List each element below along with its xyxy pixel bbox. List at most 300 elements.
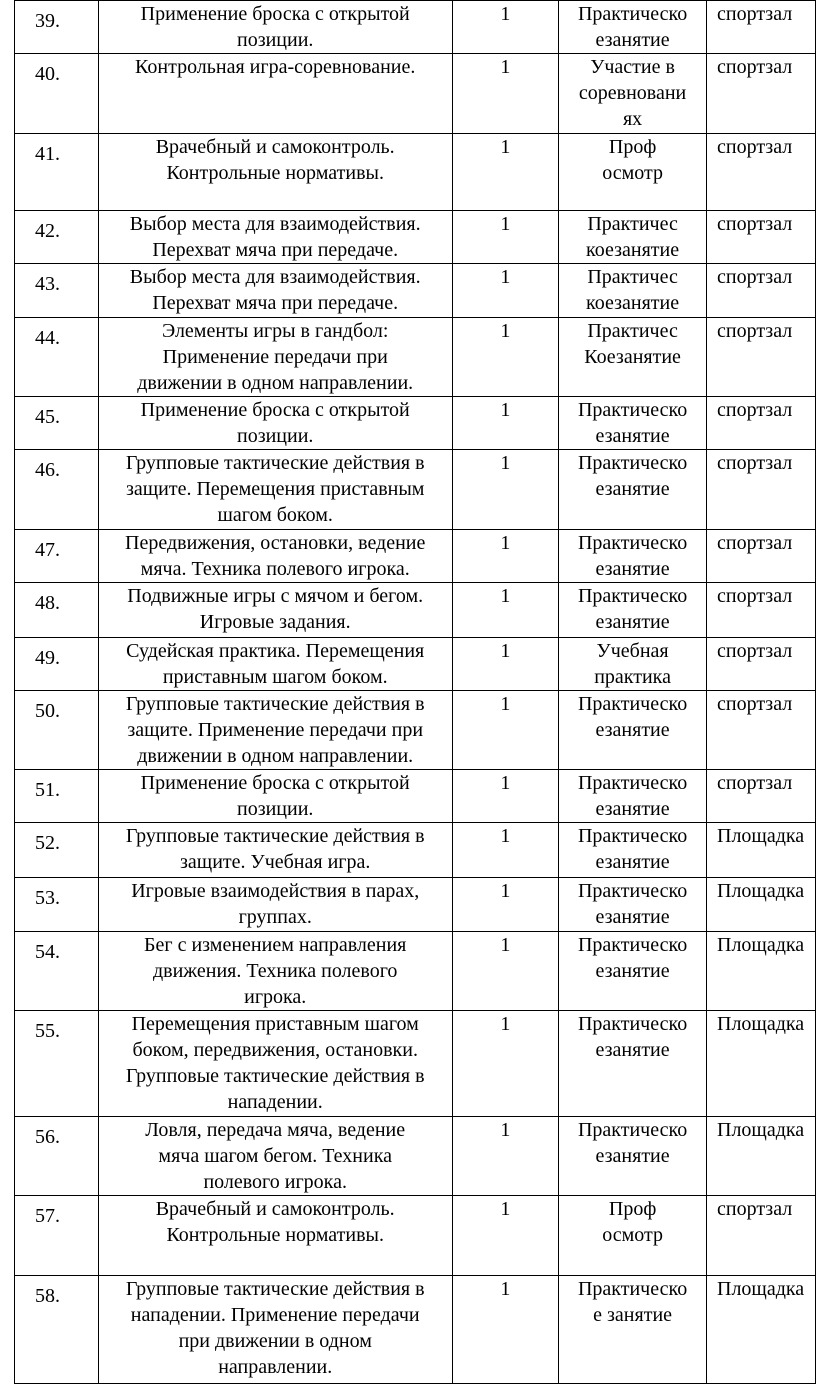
lesson-topic-line: Перехват мяча при передаче.	[152, 292, 399, 314]
lesson-hours-cell	[452, 450, 559, 530]
lesson-type	[559, 211, 706, 263]
lesson-type	[559, 638, 706, 690]
table-row	[15, 318, 816, 397]
lesson-topic-cell	[98, 318, 452, 397]
lesson-place: Площадка	[717, 1119, 805, 1141]
table-row	[15, 932, 816, 1011]
lesson-type-cell	[559, 878, 707, 932]
lesson-number-cell	[15, 264, 99, 318]
lesson-number-cell	[15, 638, 99, 691]
lesson-type-cell	[559, 530, 707, 583]
lesson-place: спортзал	[717, 693, 793, 715]
lesson-topic-line: игрока.	[244, 986, 307, 1008]
lesson-type-line: Участие в	[590, 56, 675, 78]
lesson-type-line: Проф	[608, 136, 657, 158]
lesson-place-cell	[707, 823, 816, 878]
lesson-number-cell	[15, 1276, 99, 1384]
lesson-place-cell	[707, 1011, 816, 1117]
lesson-topic-line: позиции.	[237, 425, 314, 447]
lesson-type-line: езанятие	[595, 1145, 670, 1167]
lesson-number: 54.	[35, 941, 60, 963]
table-body	[15, 1, 816, 1384]
lesson-hours: 1	[500, 1013, 511, 1035]
lesson-type-line: Практическо	[577, 1278, 688, 1300]
lesson-hours-cell	[452, 530, 559, 583]
table-row	[15, 264, 816, 318]
lesson-topic-line: Групповые тактические действия в	[125, 693, 425, 715]
lesson-topic	[99, 1117, 452, 1195]
lesson-type	[559, 878, 706, 930]
lesson-number: 58.	[35, 1285, 60, 1307]
lesson-hours: 1	[500, 532, 511, 554]
lesson-topic	[99, 932, 452, 1010]
lesson-topic-line: Групповые тактические действия в	[125, 1065, 425, 1087]
lesson-topic	[99, 450, 452, 528]
lesson-topic-cell	[98, 134, 452, 211]
lesson-topic-cell	[98, 932, 452, 1011]
lesson-topic-line: Игровые взаимодействия в парах,	[131, 880, 420, 902]
lesson-place-cell	[707, 638, 816, 691]
lesson-topic-cell	[98, 638, 452, 691]
lesson-topic-line: Перемещения приставным шагом	[131, 1013, 419, 1035]
lesson-type-line: е занятие	[593, 1304, 673, 1326]
lesson-hours-cell	[452, 1117, 559, 1196]
table-row	[15, 397, 816, 450]
lesson-topic-cell	[98, 397, 452, 450]
table-row	[15, 1117, 816, 1196]
lesson-topic-line: защите. Учебная игра.	[180, 851, 371, 873]
lesson-type	[559, 264, 706, 316]
lesson-place-cell	[707, 318, 816, 397]
lesson-number: 57.	[35, 1205, 60, 1227]
lesson-topic-cell	[98, 54, 452, 134]
lesson-plan-table	[14, 0, 816, 1384]
lesson-hours-cell	[452, 583, 559, 638]
lesson-topic-line: Применение броска с открытой	[140, 399, 410, 421]
lesson-number: 49.	[35, 647, 60, 669]
lesson-place-cell	[707, 397, 816, 450]
lesson-number-cell	[15, 54, 99, 134]
lesson-type-line: коезанятие	[586, 239, 680, 261]
lesson-place-cell	[707, 1, 816, 54]
lesson-type-line: осмотр	[602, 162, 663, 184]
lesson-topic	[99, 1196, 452, 1248]
lesson-topic	[99, 530, 452, 582]
lesson-type	[559, 450, 706, 502]
table-row	[15, 1196, 816, 1276]
lesson-type-cell	[559, 1, 707, 54]
lesson-type-line: коезанятие	[586, 292, 680, 314]
lesson-number-cell	[15, 770, 99, 823]
lesson-place: Площадка	[717, 1278, 805, 1300]
lesson-type-cell	[559, 1196, 707, 1276]
lesson-type	[559, 54, 706, 132]
lesson-topic-line: движении в одном направлении.	[137, 745, 414, 767]
lesson-topic-line: Применение передачи при	[162, 346, 388, 368]
lesson-hours-cell	[452, 932, 559, 1011]
lesson-type-line: Учебная	[596, 640, 669, 662]
lesson-topic-line: мяча. Техника полевого игрока.	[140, 558, 410, 580]
lesson-type	[559, 318, 706, 370]
lesson-number-cell	[15, 1117, 99, 1196]
lesson-number-cell	[15, 211, 99, 264]
lesson-type-cell	[559, 823, 707, 878]
lesson-topic-line: защите. Применение передачи при	[127, 719, 424, 741]
lesson-topic-line: при движении в одном	[178, 1330, 372, 1352]
lesson-topic-cell	[98, 1, 452, 54]
lesson-type-line: Практическо	[577, 880, 688, 902]
lesson-topic-cell	[98, 770, 452, 823]
lesson-number: 51.	[35, 779, 60, 801]
lesson-topic-line: нападении.	[227, 1091, 323, 1113]
lesson-place-cell	[707, 932, 816, 1011]
lesson-type-line: Проф	[608, 1198, 657, 1220]
lesson-type	[559, 397, 706, 449]
lesson-hours-cell	[452, 638, 559, 691]
lesson-number-cell	[15, 450, 99, 530]
lesson-type-line: Практическо	[577, 1119, 688, 1141]
lesson-topic	[99, 1276, 452, 1380]
lesson-place: Площадка	[717, 825, 805, 847]
lesson-type-line: осмотр	[602, 1224, 663, 1246]
lesson-topic-cell	[98, 691, 452, 770]
lesson-topic-line: Применение броска с открытой	[140, 3, 410, 25]
lesson-type-line: Практическо	[577, 3, 688, 25]
lesson-hours: 1	[500, 772, 511, 794]
lesson-topic-line: Контрольная игра-соревнование.	[135, 56, 416, 78]
lesson-type	[559, 1276, 706, 1328]
lesson-place-cell	[707, 530, 816, 583]
lesson-topic-line: Контрольные нормативы.	[166, 1224, 384, 1246]
table-row	[15, 530, 816, 583]
lesson-number-cell	[15, 397, 99, 450]
lesson-place: спортзал	[717, 399, 793, 421]
lesson-hours-cell	[452, 264, 559, 318]
table-row	[15, 638, 816, 691]
lesson-place-cell	[707, 878, 816, 932]
lesson-type-cell	[559, 1276, 707, 1384]
lesson-topic	[99, 1011, 452, 1115]
lesson-number-cell	[15, 823, 99, 878]
lesson-number: 45.	[35, 406, 60, 428]
lesson-hours: 1	[500, 693, 511, 715]
lesson-type-cell	[559, 318, 707, 397]
lesson-place-cell	[707, 1117, 816, 1196]
lesson-topic-cell	[98, 211, 452, 264]
lesson-topic	[99, 397, 452, 449]
lesson-type-line: Практическо	[577, 399, 688, 421]
lesson-hours-cell	[452, 1, 559, 54]
lesson-number: 52.	[35, 832, 60, 854]
table-row	[15, 1276, 816, 1384]
lesson-type-cell	[559, 770, 707, 823]
lesson-place-cell	[707, 450, 816, 530]
table-row	[15, 54, 816, 134]
lesson-topic	[99, 878, 452, 930]
lesson-type-line: езанятие	[595, 29, 670, 51]
lesson-topic-line: Подвижные игры с мячом и бегом.	[127, 585, 424, 607]
lesson-topic	[99, 823, 452, 875]
lesson-place-cell	[707, 134, 816, 211]
lesson-topic	[99, 54, 452, 80]
lesson-type-cell	[559, 264, 707, 318]
lesson-topic-line: Врачебный и самоконтроль.	[155, 136, 395, 158]
lesson-topic-cell	[98, 823, 452, 878]
lesson-hours-cell	[452, 878, 559, 932]
lesson-hours-cell	[452, 54, 559, 134]
lesson-topic	[99, 211, 452, 263]
lesson-hours: 1	[500, 825, 511, 847]
table-row	[15, 1, 816, 54]
lesson-topic-line: шагом боком.	[217, 504, 333, 526]
lesson-type-line: езанятие	[595, 719, 670, 741]
lesson-topic-cell	[98, 1196, 452, 1276]
lesson-number: 50.	[35, 700, 60, 722]
lesson-number: 46.	[35, 459, 60, 481]
lesson-topic-line: боком, передвижения, остановки.	[132, 1039, 418, 1061]
lesson-type	[559, 583, 706, 635]
lesson-topic-cell	[98, 1011, 452, 1117]
lesson-number: 44.	[35, 327, 60, 349]
lesson-type-line: езанятие	[595, 798, 670, 820]
lesson-number: 43.	[35, 273, 60, 295]
lesson-hours: 1	[500, 934, 511, 956]
table-row	[15, 1011, 816, 1117]
lesson-topic-line: Бег с изменением направления	[144, 934, 407, 956]
lesson-topic-line: нападении. Применение передачи	[130, 1304, 420, 1326]
lesson-type-line: Практическо	[577, 585, 688, 607]
lesson-hours-cell	[452, 691, 559, 770]
lesson-topic	[99, 583, 452, 635]
lesson-hours-cell	[452, 318, 559, 397]
lesson-topic-line: защите. Перемещения приставным	[125, 478, 425, 500]
lesson-hours-cell	[452, 823, 559, 878]
lesson-place: спортзал	[717, 320, 793, 342]
lesson-topic	[99, 770, 452, 822]
lesson-type-line: Практическо	[577, 1013, 688, 1035]
lesson-type-line: Практичес	[587, 266, 678, 288]
table-row	[15, 823, 816, 878]
lesson-topic-line: полевого игрока.	[203, 1171, 347, 1193]
lesson-number: 53.	[35, 887, 60, 909]
lesson-number: 56.	[35, 1126, 60, 1148]
lesson-type-line: Практическо	[577, 772, 688, 794]
lesson-number-cell	[15, 134, 99, 211]
lesson-hours-cell	[452, 397, 559, 450]
lesson-type-cell	[559, 1117, 707, 1196]
lesson-type-line: Практическо	[577, 532, 688, 554]
lesson-place: спортзал	[717, 640, 793, 662]
lesson-topic	[99, 691, 452, 769]
lesson-topic-cell	[98, 583, 452, 638]
lesson-place: Площадка	[717, 934, 805, 956]
lesson-topic-line: Элементы игры в гандбол:	[162, 320, 389, 342]
lesson-topic-line: позиции.	[237, 798, 314, 820]
lesson-type-cell	[559, 211, 707, 264]
lesson-type	[559, 823, 706, 875]
lesson-place: спортзал	[717, 213, 793, 235]
lesson-topic-line: Судейская практика. Перемещения	[126, 640, 425, 662]
lesson-type-line: езанятие	[595, 558, 670, 580]
lesson-topic-line: Применение броска с открытой	[140, 772, 410, 794]
lesson-place: спортзал	[717, 3, 793, 25]
lesson-topic-line: Выбор места для взаимодействия.	[129, 213, 421, 235]
lesson-hours-cell	[452, 1276, 559, 1384]
lesson-number-cell	[15, 1011, 99, 1117]
lesson-hours: 1	[500, 56, 511, 78]
lesson-type-cell	[559, 134, 707, 211]
table-row	[15, 450, 816, 530]
lesson-number-cell	[15, 1, 99, 54]
lesson-number: 40.	[35, 63, 60, 85]
lesson-type-line: Коезанятие	[584, 346, 681, 368]
lesson-place: спортзал	[717, 136, 793, 158]
lesson-type	[559, 691, 706, 743]
lesson-hours: 1	[500, 1198, 511, 1220]
lesson-hours: 1	[500, 640, 511, 662]
lesson-place: спортзал	[717, 266, 793, 288]
lesson-type	[559, 770, 706, 822]
lesson-type	[559, 1, 706, 53]
lesson-type-line: езанятие	[595, 851, 670, 873]
lesson-type-line: Практическо	[577, 693, 688, 715]
lesson-topic-line: группах.	[238, 906, 312, 928]
lesson-place-cell	[707, 1196, 816, 1276]
lesson-place: Площадка	[717, 880, 805, 902]
lesson-type-line: езанятие	[595, 1039, 670, 1061]
lesson-type-line: езанятие	[595, 425, 670, 447]
lesson-topic	[99, 1, 452, 53]
lesson-type-cell	[559, 638, 707, 691]
lesson-topic-cell	[98, 878, 452, 932]
lesson-place: спортзал	[717, 585, 793, 607]
lesson-hours: 1	[500, 1278, 511, 1300]
lesson-topic-cell	[98, 1117, 452, 1196]
lesson-topic-line: мяча шагом бегом. Техника	[158, 1145, 392, 1167]
lesson-topic	[99, 638, 452, 690]
lesson-topic-line: Передвижения, остановки, ведение	[125, 532, 426, 554]
table-row	[15, 583, 816, 638]
lesson-topic-line: Контрольные нормативы.	[166, 162, 384, 184]
lesson-place: спортзал	[717, 532, 793, 554]
lesson-type-line: езанятие	[595, 960, 670, 982]
lesson-type	[559, 530, 706, 582]
lesson-hours: 1	[500, 3, 511, 25]
lesson-number-cell	[15, 1196, 99, 1276]
lesson-place: спортзал	[717, 452, 793, 474]
lesson-place-cell	[707, 211, 816, 264]
lesson-number-cell	[15, 318, 99, 397]
lesson-topic-line: Перехват мяча при передаче.	[152, 239, 399, 261]
lesson-number-cell	[15, 530, 99, 583]
lesson-number: 48.	[35, 592, 60, 614]
lesson-number: 55.	[35, 1020, 60, 1042]
lesson-type-line: езанятие	[595, 906, 670, 928]
lesson-number-cell	[15, 932, 99, 1011]
lesson-hours: 1	[500, 399, 511, 421]
lesson-topic-line: Групповые тактические действия в	[125, 1278, 425, 1300]
lesson-topic-cell	[98, 1276, 452, 1384]
lesson-type-cell	[559, 583, 707, 638]
lesson-number: 41.	[35, 143, 60, 165]
lesson-place-cell	[707, 691, 816, 770]
lesson-type-cell	[559, 691, 707, 770]
lesson-type-cell	[559, 54, 707, 134]
lesson-number: 42.	[35, 220, 60, 242]
lesson-topic-cell	[98, 264, 452, 318]
lesson-type-line: Практичес	[587, 213, 678, 235]
lesson-type	[559, 1117, 706, 1169]
lesson-type-line: езанятие	[595, 478, 670, 500]
lesson-hours: 1	[500, 320, 511, 342]
lesson-hours: 1	[500, 452, 511, 474]
lesson-type-line: Практичес	[587, 320, 678, 342]
lesson-topic-line: Игровые задания.	[199, 611, 351, 633]
lesson-hours: 1	[500, 266, 511, 288]
lesson-place: спортзал	[717, 772, 793, 794]
lesson-hours-cell	[452, 770, 559, 823]
lesson-topic-line: приставным шагом боком.	[162, 666, 388, 688]
lesson-place-cell	[707, 264, 816, 318]
lesson-hours-cell	[452, 211, 559, 264]
table-row	[15, 878, 816, 932]
lesson-type	[559, 1011, 706, 1063]
lesson-hours: 1	[500, 136, 511, 158]
lesson-number: 39.	[35, 10, 60, 32]
lesson-topic	[99, 318, 452, 396]
lesson-type-line: Практическо	[577, 452, 688, 474]
lesson-type	[559, 1196, 706, 1248]
lesson-hours: 1	[500, 213, 511, 235]
lesson-type-line: ях	[622, 108, 643, 130]
lesson-topic	[99, 134, 452, 186]
lesson-place: спортзал	[717, 56, 793, 78]
lesson-hours-cell	[452, 1011, 559, 1117]
lesson-type-line: Практическо	[577, 825, 688, 847]
lesson-number-cell	[15, 691, 99, 770]
table-row	[15, 691, 816, 770]
lesson-topic-line: движении в одном направлении.	[137, 372, 414, 394]
lesson-type	[559, 932, 706, 984]
lesson-topic-cell	[98, 530, 452, 583]
lesson-place-cell	[707, 583, 816, 638]
lesson-hours-cell	[452, 1196, 559, 1276]
lesson-type-cell	[559, 397, 707, 450]
lesson-type-line: езанятие	[595, 611, 670, 633]
lesson-number-cell	[15, 583, 99, 638]
lesson-number: 47.	[35, 539, 60, 561]
lesson-topic-line: направлении.	[218, 1356, 333, 1378]
lesson-type	[559, 134, 706, 186]
lesson-topic	[99, 264, 452, 316]
lesson-type-cell	[559, 450, 707, 530]
table-row	[15, 134, 816, 211]
lesson-topic-cell	[98, 450, 452, 530]
lesson-type-cell	[559, 1011, 707, 1117]
lesson-topic-line: движения. Техника полевого	[152, 960, 398, 982]
lesson-type-cell	[559, 932, 707, 1011]
lesson-place-cell	[707, 54, 816, 134]
lesson-type-line: Практическо	[577, 934, 688, 956]
lesson-hours: 1	[500, 585, 511, 607]
lesson-topic-line: Групповые тактические действия в	[125, 825, 425, 847]
lesson-hours: 1	[500, 1119, 511, 1141]
lesson-place-cell	[707, 1276, 816, 1384]
lesson-place: спортзал	[717, 1198, 793, 1220]
lesson-place: Площадка	[717, 1013, 805, 1035]
lesson-type-line: практика	[594, 666, 671, 688]
lesson-topic-line: Групповые тактические действия в	[125, 452, 425, 474]
